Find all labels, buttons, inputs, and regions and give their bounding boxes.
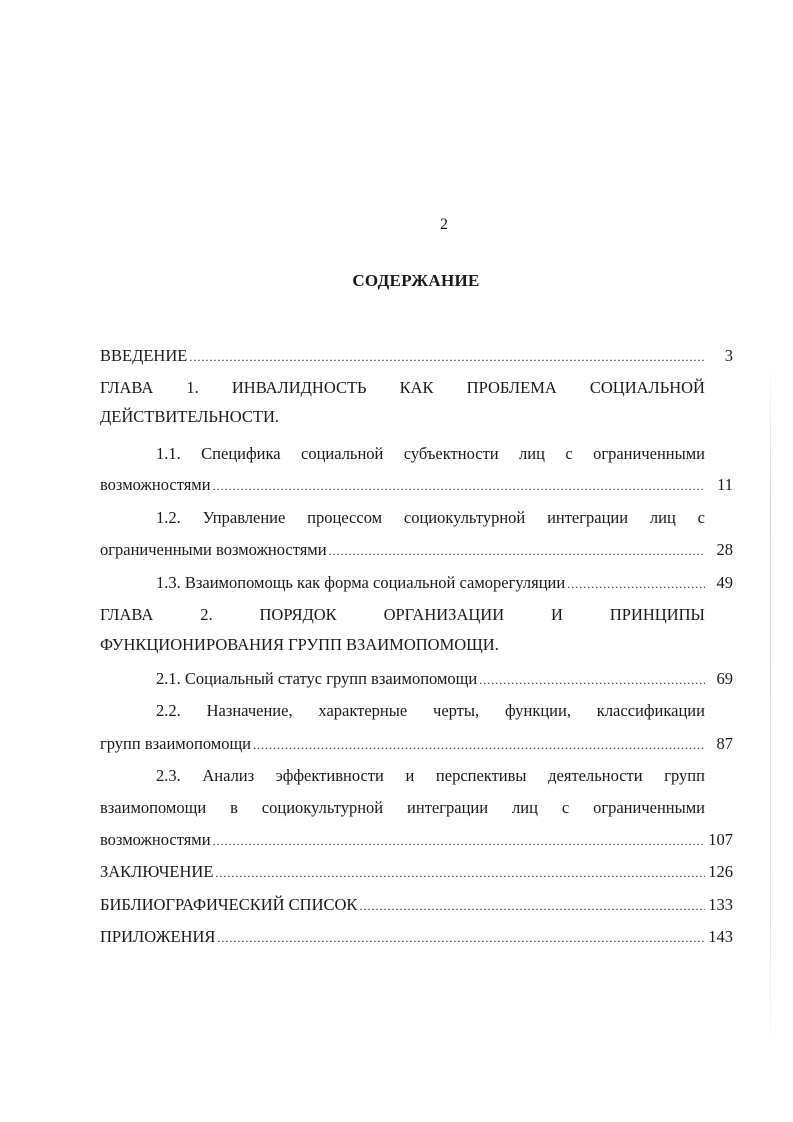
toc-entry-title: 1.3. Взаимопомощь как форма социальной саморегуляции	[156, 573, 566, 592]
toc-word: ПРИНЦИПЫ	[609, 605, 705, 624]
toc-word: Назначение,	[206, 701, 293, 720]
toc-word: процессом	[307, 508, 383, 527]
toc-entry-page: 28	[716, 540, 733, 559]
toc-word: социальной	[301, 444, 384, 463]
toc-section-1-3[interactable]	[156, 572, 705, 594]
toc-word: характерные	[318, 701, 408, 720]
toc-word: черты,	[433, 701, 480, 720]
toc-entry-title: возможностями	[100, 475, 211, 494]
toc-word: социокультурной	[403, 508, 526, 527]
toc-section-1-2-line2[interactable]	[100, 539, 705, 561]
toc-word: 1.1.	[156, 444, 181, 463]
toc-word: с	[565, 444, 573, 463]
toc-word: субъектности	[403, 444, 499, 463]
toc-word: функции,	[504, 701, 571, 720]
toc-entry-page: 69	[716, 669, 733, 688]
toc-word: деятельности	[548, 766, 643, 785]
leader-dots	[189, 346, 705, 367]
leader-dots	[217, 927, 705, 948]
toc-entry-title: 2.1. Социальный статус групп взаимопомощи	[156, 669, 478, 688]
toc-word: 1.	[186, 378, 199, 397]
toc-entry-title: групп взаимопомощи	[100, 734, 251, 753]
toc-word: ОРГАНИЗАЦИИ	[383, 605, 505, 624]
toc-entry-page: 11	[717, 475, 733, 494]
toc-entry-page: 143	[708, 927, 733, 946]
toc-word: лиц	[519, 444, 545, 463]
toc-entry-title: ПРИЛОЖЕНИЯ	[100, 927, 216, 946]
toc-section-1-2[interactable]	[156, 507, 705, 529]
toc-entry-title: возможностями	[100, 830, 211, 849]
toc-word: 2.2.	[156, 701, 181, 720]
toc-entry-title: ВВЕДЕНИЕ	[100, 346, 188, 365]
toc-word: СОЦИАЛЬНОЙ	[589, 378, 705, 397]
toc-word: с	[561, 798, 570, 817]
toc-word: И	[551, 605, 563, 624]
toc-word: КАК	[399, 378, 434, 397]
toc-entry-page: 49	[716, 573, 733, 592]
leader-dots	[359, 895, 705, 916]
toc-section-2-3-line2	[100, 797, 705, 819]
toc-word: интеграции	[407, 798, 489, 817]
toc-entry-page: 87	[716, 734, 733, 753]
toc-chapter-2-line2: ФУНКЦИОНИРОВАНИЯ ГРУПП ВЗАИМОПОМОЩИ.	[100, 635, 499, 654]
page-title: СОДЕРЖАНИЕ	[352, 271, 480, 290]
toc-word: эффективности	[275, 766, 384, 785]
toc-word: социокультурной	[261, 798, 384, 817]
scan-edge-shadow	[770, 360, 771, 1060]
toc-word: ИНВАЛИДНОСТЬ	[231, 378, 367, 397]
toc-word: 2.	[200, 605, 213, 624]
toc-section-2-2[interactable]	[156, 700, 705, 722]
toc-word: групп	[664, 766, 705, 785]
toc-chapter-1[interactable]	[100, 377, 705, 399]
leader-dots	[213, 830, 705, 851]
toc-entry-title: ЗАКЛЮЧЕНИЕ	[100, 862, 214, 881]
toc-word: ограниченными	[593, 798, 705, 817]
toc-section-2-3[interactable]	[156, 765, 705, 787]
toc-word: интеграции	[547, 508, 629, 527]
toc-chapter-1-line2: ДЕЙСТВИТЕЛЬНОСТИ.	[100, 407, 280, 426]
toc-entry-page: 126	[708, 862, 733, 881]
toc-word: взаимопомощи	[100, 798, 207, 817]
toc-section-2-1[interactable]	[156, 668, 705, 690]
toc-word: и	[405, 766, 415, 785]
toc-word: лиц	[512, 798, 538, 817]
toc-entry-page: 107	[708, 830, 733, 849]
toc-section-2-3-line3[interactable]	[100, 829, 705, 851]
page-number: 2	[440, 216, 448, 233]
toc-word: 1.2.	[156, 508, 181, 527]
toc-word: с	[697, 508, 705, 527]
leader-dots	[213, 475, 705, 496]
toc-chapter-2[interactable]	[100, 604, 705, 626]
leader-dots	[253, 734, 705, 755]
toc-word: ПОРЯДОК	[259, 605, 337, 624]
toc-word: перспективы	[435, 766, 527, 785]
toc-word: ГЛАВА	[100, 605, 154, 624]
toc-word: в	[230, 798, 238, 817]
toc-entry-bibliography[interactable]	[100, 894, 705, 916]
toc-word: ограниченными	[593, 444, 705, 463]
leader-dots	[215, 862, 705, 883]
toc-section-2-2-line2[interactable]	[100, 733, 705, 755]
toc-word: ПРОБЛЕМА	[466, 378, 557, 397]
toc-entry-conclusion[interactable]	[100, 861, 705, 883]
toc-entry-page: 133	[708, 895, 733, 914]
leader-dots	[567, 573, 705, 594]
leader-dots	[329, 540, 705, 561]
toc-entry-appendices[interactable]	[100, 926, 705, 948]
toc-word: ГЛАВА	[100, 378, 154, 397]
toc-section-1-1[interactable]	[156, 443, 705, 465]
toc-word: классификации	[596, 701, 705, 720]
toc-word: 2.3.	[156, 766, 181, 785]
toc-entry-page: 3	[724, 346, 733, 365]
toc-word: Специфика	[201, 444, 281, 463]
toc-section-1-1-line2[interactable]	[100, 474, 705, 496]
leader-dots	[479, 669, 705, 690]
toc-word: лиц	[649, 508, 676, 527]
toc-word: Управление	[202, 508, 286, 527]
toc-word: Анализ	[202, 766, 255, 785]
toc-entry-title: БИБЛИОГРАФИЧЕСКИЙ СПИСОК	[100, 895, 358, 914]
toc-entry-title: ограниченными возможностями	[100, 540, 327, 559]
toc-entry-intro[interactable]	[100, 345, 705, 367]
